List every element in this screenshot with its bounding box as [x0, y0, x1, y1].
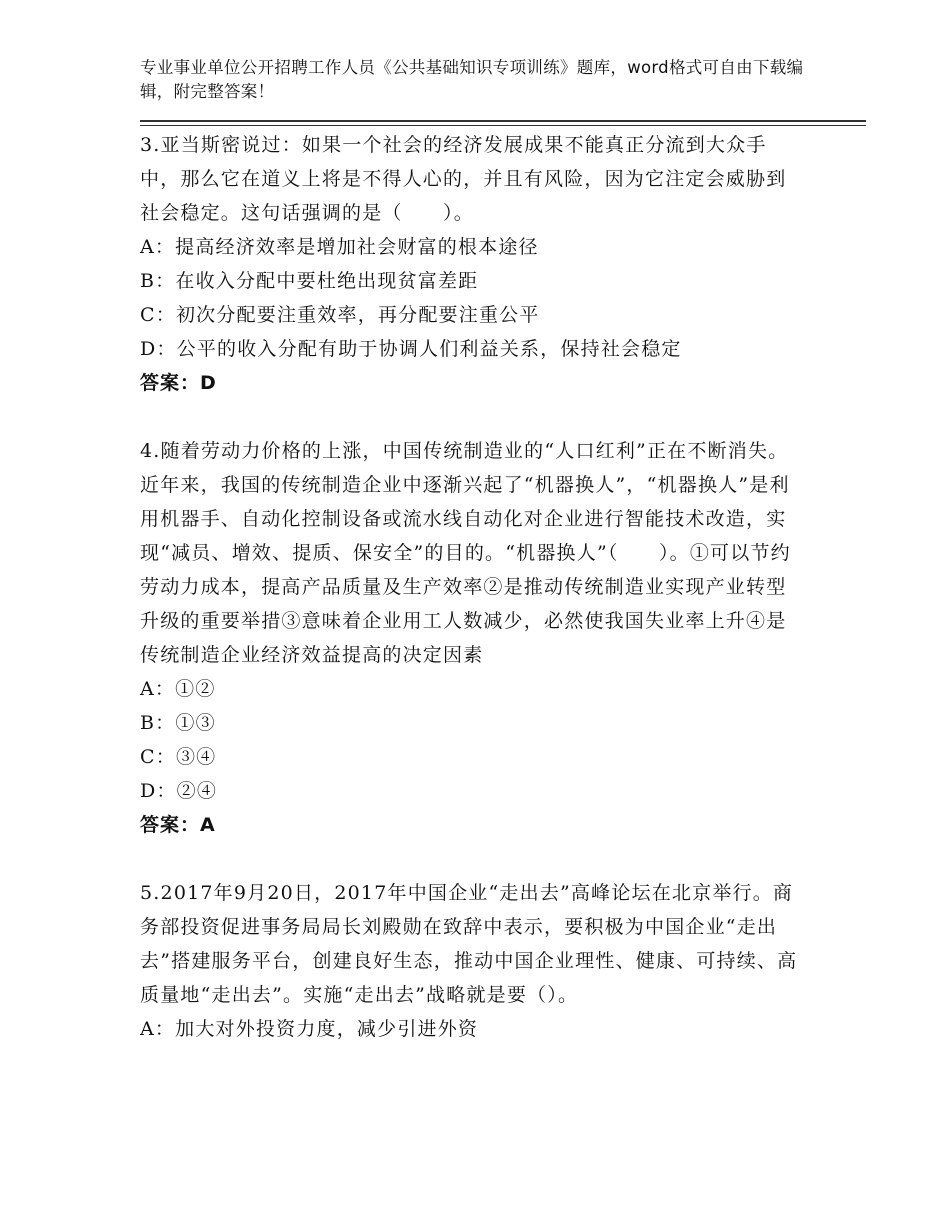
answer: 答案：D	[140, 372, 217, 394]
question-spacer	[140, 400, 800, 434]
option-c: C：③④	[140, 746, 217, 768]
option-a: A：加大对外投资力度，减少引进外资	[140, 1018, 479, 1040]
option-a: A：①②	[140, 678, 216, 700]
question-text: 5.2017年9月20日，2017年中国企业“走出去”高峰论坛在北京举行。商务部投资促进事务局局长刘殿勋在致辞中表示，要积极为中国企业“走出去”搭建服务平台，创建良好生态，推动中国企业理性、健康、可持续、高质量地“走出去”。实施“走出去”战略就是要（）。	[140, 882, 798, 1006]
option-b: B：在收入分配中要杜绝出现贫富差距	[140, 270, 479, 292]
option-c: C：初次分配要注重效率，再分配要注重公平	[140, 304, 540, 326]
question-5	[140, 876, 800, 1046]
question-4	[140, 434, 800, 842]
answer: 答案：A	[140, 814, 216, 836]
question-text: 4.随着劳动力价格的上涨，中国传统制造业的“人口红利”正在不断消失。近年来，我国的传统制造企业中逐渐兴起了“机器换人”，“机器换人”是利用机器手、自动化控制设备或流水线自动化对企业进行智能技术改造，实现“减员、增效、提质、保安全”的目的。“机器换人”（ ）。①可以节约劳动力成本，提高产品质量及生产效率②是推动传统制造业实现产业转型升级的重要举措③意味着企业用工人数减少，必然使我国失业率上升④是传统制造企业经济效益提高的决定因素	[140, 440, 791, 666]
question-list	[140, 128, 800, 1046]
document-header: 专业事业单位公开招聘工作人员《公共基础知识专项训练》题库，word格式可自由下载编辑，附完整答案！	[140, 58, 804, 101]
question-3	[140, 128, 800, 400]
option-d: D：②④	[140, 780, 218, 802]
option-d: D：公平的收入分配有助于协调人们利益关系，保持社会稳定	[140, 338, 682, 360]
question-spacer	[140, 842, 800, 876]
header-rule-thin	[140, 125, 866, 126]
option-a: A：提高经济效率是增加社会财富的根本途径	[140, 236, 539, 258]
header-rule-thick	[140, 120, 866, 122]
question-text: 3.亚当斯密说过：如果一个社会的经济发展成果不能真正分流到大众手中，那么它在道义上将是不得人心的，并且有风险，因为它注定会威胁到社会稳定。这句话强调的是（ ）。	[140, 134, 787, 224]
option-b: B：①③	[140, 712, 216, 734]
